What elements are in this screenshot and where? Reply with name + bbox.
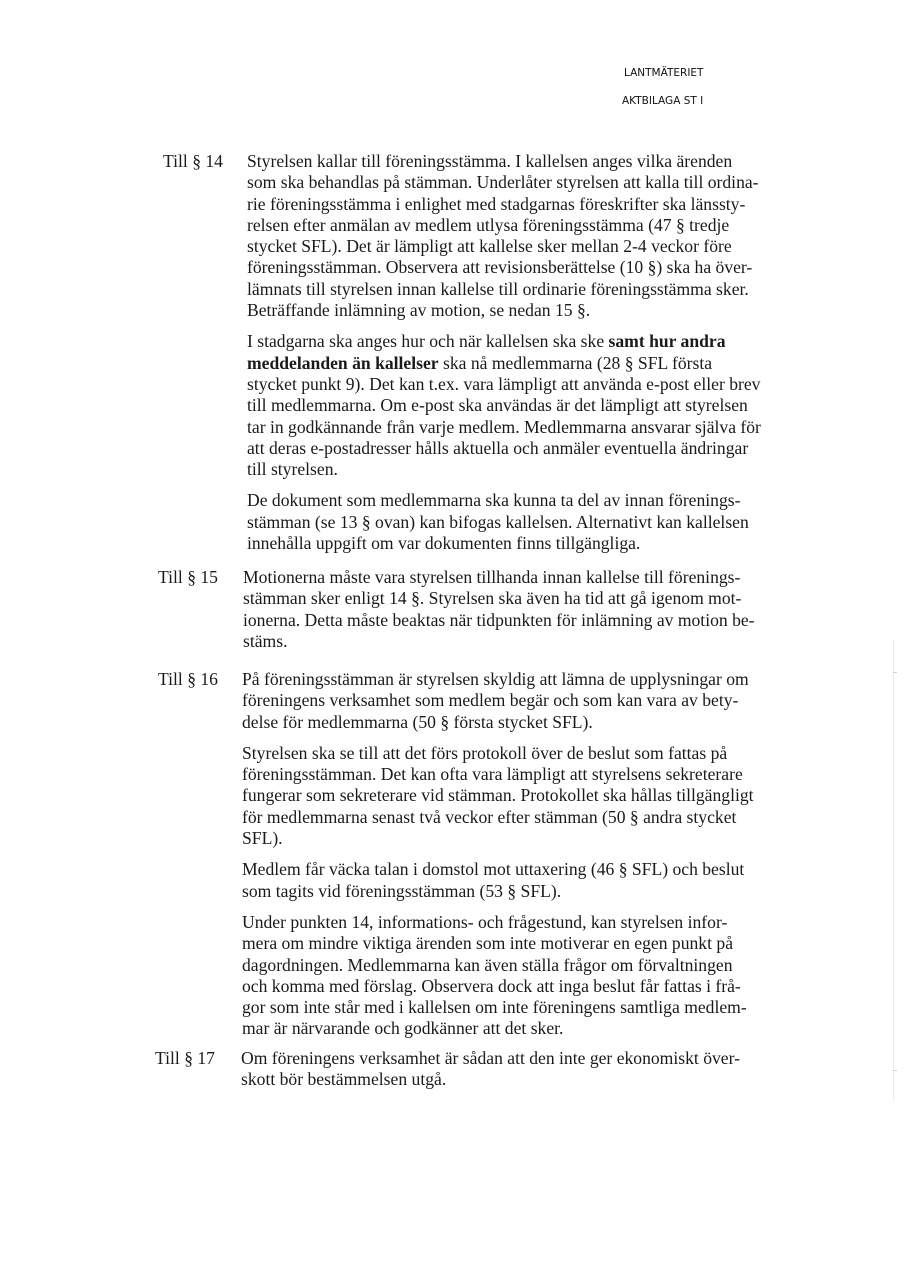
text-line: Under punkten 14, informations- och frågestund, kan styrelsen infor-	[242, 911, 728, 932]
text-line: Styrelsen ska se till att det förs protokoll över de beslut som fattas på	[242, 742, 728, 763]
text-line: föreningsstämman. Det kan ofta vara lämpligt att styrelsens sekreterare	[242, 764, 743, 785]
paragraph	[242, 859, 777, 902]
text-line	[247, 353, 782, 374]
section-label: Till § 15	[158, 567, 218, 587]
section-body	[241, 1048, 776, 1101]
paragraph	[243, 567, 778, 652]
text-run: I stadgarna ska anges hur och när kallelsen ska ske	[247, 331, 609, 352]
paragraph	[247, 490, 782, 554]
text-line: stämman (se 13 § ovan) kan bifogas kallelsen. Alternativt kan kallelsen	[247, 511, 749, 532]
text-line: Styrelsen kallar till föreningsstämma. I kallelsen anges vilka ärenden	[247, 151, 733, 171]
text-line: innehålla uppgift om var dokumenten finns tillgängliga.	[247, 533, 641, 554]
text-line: rie föreningsstämma i enlighet med stadgarnas föreskrifter ska länssty-	[247, 193, 746, 214]
text-line: gor som inte står med i kallelsen om inte föreningens samtliga medlem-	[242, 997, 747, 1018]
text-line: stäms.	[243, 630, 288, 651]
text-line: för medlemmarna senast två veckor efter stämman (50 § andra stycket	[242, 806, 737, 827]
paragraph	[242, 743, 777, 849]
text-line: På föreningsstämman är styrelsen skyldig att lämna de upplysningar om	[242, 669, 749, 689]
text-line: fungerar som sekreterare vid stämman. Protokollet ska hållas tillgängligt	[242, 785, 754, 806]
section-label: Till § 17	[155, 1048, 215, 1068]
text-line: som ska behandlas på stämman. Underlåter styrelsen att kalla till ordina-	[247, 172, 759, 193]
text-line: tar in godkännande från varje medlem. Medlemmarna ansvarar själva för	[247, 416, 761, 437]
paragraph	[247, 331, 782, 480]
page-header	[624, 66, 705, 122]
section-body	[243, 567, 778, 662]
text-line: mera om mindre viktiga ärenden som inte motiverar en egen punkt på	[242, 933, 734, 954]
scan-edge-mark	[893, 672, 897, 673]
text-line: föreningens verksamhet som medlem begär och som kan vara av bety-	[242, 690, 739, 711]
scan-edge-line	[893, 640, 894, 1100]
text-line: till medlemmarna. Om e-post ska användas är det lämpligt att styrelsen	[247, 395, 748, 416]
scan-edge-mark	[893, 1070, 897, 1071]
section-body	[242, 669, 777, 1050]
bold-text: samt hur andra	[608, 331, 726, 352]
text-line: stycket SFL). Det är lämpligt att kallelse sker mellan 2-4 veckor före	[247, 236, 732, 257]
section-label: Till § 14	[163, 151, 223, 171]
section-body	[247, 151, 782, 564]
text-line: mar är närvarande och godkänner att det sker.	[242, 1018, 564, 1039]
text-line: stämman sker enligt 14 §. Styrelsen ska även ha tid att gå igenom mot-	[243, 588, 742, 609]
text-line: stycket punkt 9). Det kan t.ex. vara lämpligt att använda e-post eller brev	[247, 373, 761, 394]
section-label: Till § 16	[158, 669, 218, 689]
text-line: relsen efter anmälan av medlem utlysa föreningsstämma (47 § tredje	[247, 214, 730, 235]
header-org: LANTMÄTERIET	[624, 67, 704, 79]
bold-text: meddelanden än kallelser	[247, 352, 439, 373]
text-line: De dokument som medlemmarna ska kunna ta del av innan förenings-	[247, 490, 741, 511]
text-line	[247, 331, 782, 352]
text-run: ska nå medlemmarna (28 § SFL första	[438, 352, 713, 373]
text-line: Medlem får väcka talan i domstol mot uttaxering (46 § SFL) och beslut	[242, 859, 745, 880]
text-line: och komma med förslag. Observera dock att inga beslut får fattas i frå-	[242, 975, 741, 996]
text-line: dagordningen. Medlemmarna kan även ställa frågor om förvaltningen	[242, 954, 733, 975]
text-line: SFL).	[242, 828, 283, 849]
paragraph	[247, 151, 782, 321]
text-line: delse för medlemmarna (50 § första stycket SFL).	[242, 711, 593, 732]
paragraph	[242, 912, 777, 1040]
text-line: Om föreningens verksamhet är sådan att den inte ger ekonomiskt över-	[241, 1048, 740, 1068]
text-line: som tagits vid föreningsstämman (53 § SFL).	[242, 880, 562, 901]
text-line: Motionerna måste vara styrelsen tillhanda innan kallelse till förenings-	[243, 567, 741, 587]
text-line: föreningsstämman. Observera att revisionsberättelse (10 §) ska ha över-	[247, 257, 753, 278]
text-line: Beträffande inlämning av motion, se nedan 15 §.	[247, 300, 591, 321]
text-line: skott bör bestämmelsen utgå.	[241, 1069, 447, 1090]
text-line: ionerna. Detta måste beaktas när tidpunkten för inlämning av motion be-	[243, 609, 755, 630]
text-line: lämnats till styrelsen innan kallelse till ordinarie föreningsstämma sker.	[247, 278, 749, 299]
text-line: till styrelsen.	[247, 459, 338, 480]
header-doc-ref: AKTBILAGA ST I	[622, 95, 704, 107]
paragraph	[242, 669, 777, 733]
text-line: att deras e-postadresser hålls aktuella och anmäler eventuella ändringar	[247, 437, 749, 458]
paragraph	[241, 1048, 776, 1091]
